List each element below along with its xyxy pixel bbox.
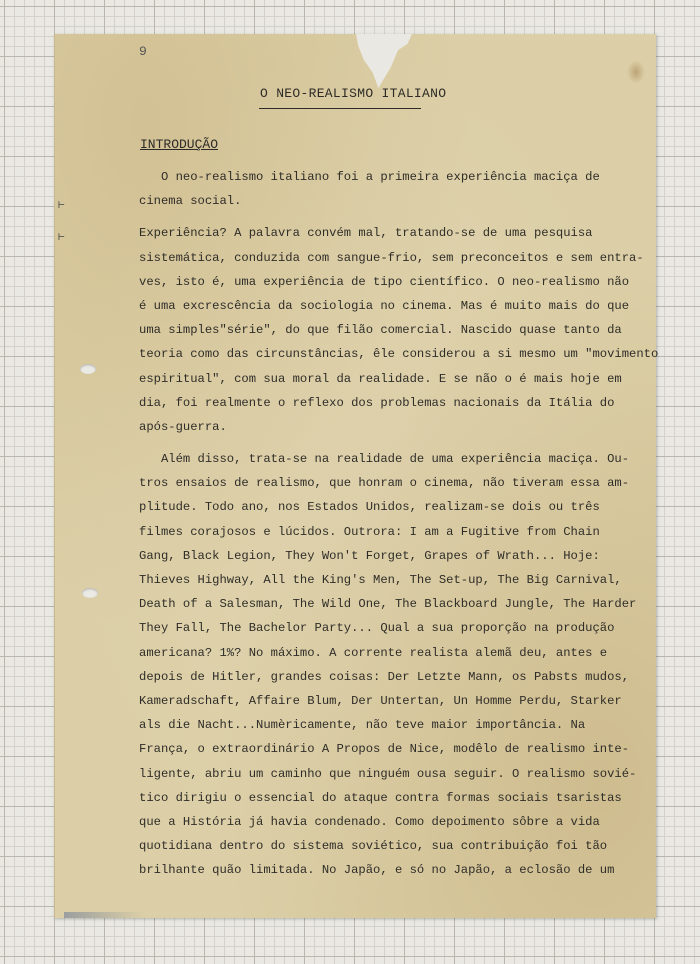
text-line: tros ensaios de realismo, que honram o cinema, não tiveram essa am- xyxy=(139,476,630,491)
text-line: espiritual", com sua moral da realidade. E se não o é mais hoje em xyxy=(139,371,622,386)
text-line: cinema social. xyxy=(139,194,242,209)
text-line: americana? 1%? No máximo. A corrente realista alemã deu, antes e xyxy=(139,645,608,660)
text-line: quotidiana dentro do sistema soviético, sua contribuição foi tão xyxy=(139,839,608,854)
text-line: Kameradschaft, Affaire Blum, Der Untertan, Un Homme Perdu, Starker xyxy=(139,693,622,708)
page-number: 9 xyxy=(139,44,147,59)
text-line: que a História já havia condenado. Como depoimento sôbre a vida xyxy=(139,814,600,829)
text-line: ligente, abriu um caminho que ninguém ousa seguir. O realismo sovié- xyxy=(139,766,637,781)
text-line: França, o extraordinário A Propos de Nice, modêlo de realismo inte- xyxy=(139,742,630,757)
text-line: sistemática, conduzida com sangue-frio, sem preconceitos e sem entra- xyxy=(139,250,644,265)
text-line: Além disso, trata-se na realidade de uma experiência maciça. Ou- xyxy=(160,452,630,467)
text-line: They Fall, The Bachelor Party... Qual a sua proporção na produção xyxy=(139,621,615,636)
text-line: plitude. Todo ano, nos Estados Unidos, realizam-se dois ou três xyxy=(139,500,600,515)
text-line: als die Nacht...Numèricamente, não teve maior importância. Na xyxy=(139,718,586,733)
title-underline xyxy=(259,108,421,109)
body-text xyxy=(139,165,659,882)
punch-hole-lower xyxy=(82,588,98,598)
text-line: Experiência? A palavra convém mal, tratando-se de uma pesquisa xyxy=(139,226,593,241)
text-line: ves, isto é, uma experiência de tipo científico. O neo-realismo não xyxy=(139,274,630,289)
text-line: filmes corajosos e lúcidos. Outrora: I am a Fugitive from Chain xyxy=(139,524,600,539)
text-line: uma simples"série", do que filão comercial. Nascido quase tanto da xyxy=(139,323,622,338)
text-line: após-guerra. xyxy=(139,419,227,434)
punch-hole-upper xyxy=(80,364,96,374)
text-line: dia, foi realmente o reflexo dos problemas nacionais da Itália do xyxy=(139,395,615,410)
text-line: O neo-realismo italiano foi a primeira experiência maciça de xyxy=(160,170,600,184)
text-line: Death of a Salesman, The Wild One, The Blackboard Jungle, The Harder xyxy=(139,597,637,612)
text-line: Thieves Highway, All the King's Men, The Set-up, The Big Carnival, xyxy=(139,573,622,587)
document-title: O NEO-REALISMO ITALIANO xyxy=(260,86,447,101)
page-edge-tint xyxy=(64,912,144,918)
text-line: depois de Hitler, grandes coisas: Der Letzte Mann, os Pabsts mudos, xyxy=(139,669,630,684)
stain xyxy=(627,60,645,84)
text-line: brilhante quão limitada. No Japão, e só no Japão, a eclosão de um xyxy=(139,863,615,878)
margin-mark-icon: ⊢ xyxy=(58,200,65,212)
section-heading: INTRODUÇÃO xyxy=(140,137,219,152)
text-line: tico dirigiu o essencial do ataque contra formas sociais tsaristas xyxy=(139,790,622,805)
text-line: Gang, Black Legion, They Won't Forget, Grapes of Wrath... Hoje: xyxy=(139,548,600,563)
text-line: teoria como das circunstâncias, êle considerou a si mesmo um "movimento xyxy=(139,347,659,362)
margin-mark-icon: ⊢ xyxy=(58,232,65,244)
text-line: é uma excrescência da sociologia no cinema. Mas é muito mais do que xyxy=(139,298,630,313)
